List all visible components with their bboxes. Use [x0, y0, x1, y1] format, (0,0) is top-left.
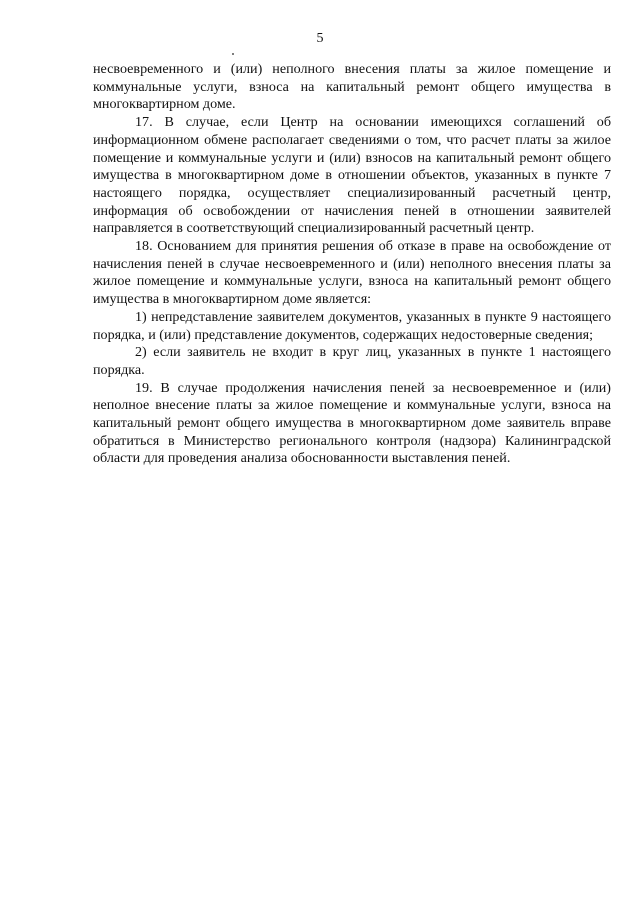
paragraph-item-18-1: 1) непредставление заявителем документов, указанных в пункте 9 настоящего порядка, и (или) представление документов, содержащих недостоверные сведения;	[93, 308, 611, 343]
paragraph-continuation: несвоевременного и (или) неполного внесения платы за жилое помещение и коммунальные услуги, взноса на капитальный ремонт общего имущества в многоквартирном доме.	[93, 61, 611, 113]
document-body	[93, 61, 611, 468]
page-number: 5	[316, 31, 324, 46]
paragraph-item-18: 18. Основанием для принятия решения об отказе в праве на освобождение от начисления пеней в случае несвоевременного и (или) неполного внесения платы за жилое помещение и коммунальные услуги, взноса на капитальный ремонт общего имущества в многоквартирном доме является:	[93, 238, 611, 308]
paragraph-item-17: 17. В случае, если Центр на основании имеющихся соглашений об информационном обмене располагает сведениями о том, что расчет платы за жилое помещение и коммунальные услуги и (или) взносов на капитальный ремонт общего имущества в многоквартирном доме в отношении объектов, указанных в пункте 7 настоящего порядка, осуществляет специализированный расчетный центр, информация об освобождении от начисления пеней в отношении заявителей направляется в соответствующий специализированный расчетный центр.	[93, 114, 611, 237]
paragraph-item-18-2: 2) если заявитель не входит в круг лиц, указанных в пункте 1 настоящего порядка.	[93, 344, 611, 378]
paragraph-item-19: 19. В случае продолжения начисления пеней за несвоевременное и (или) неполное внесение платы за жилое помещение и коммунальные услуги, взноса на капитальный ремонт общего имущества в многоквартирном доме заявитель вправе обратиться в Министерство регионального контроля (надзора) Калининградской области для проведения анализа обоснованности выставления пеней.	[93, 379, 611, 467]
scan-speck	[232, 53, 234, 55]
